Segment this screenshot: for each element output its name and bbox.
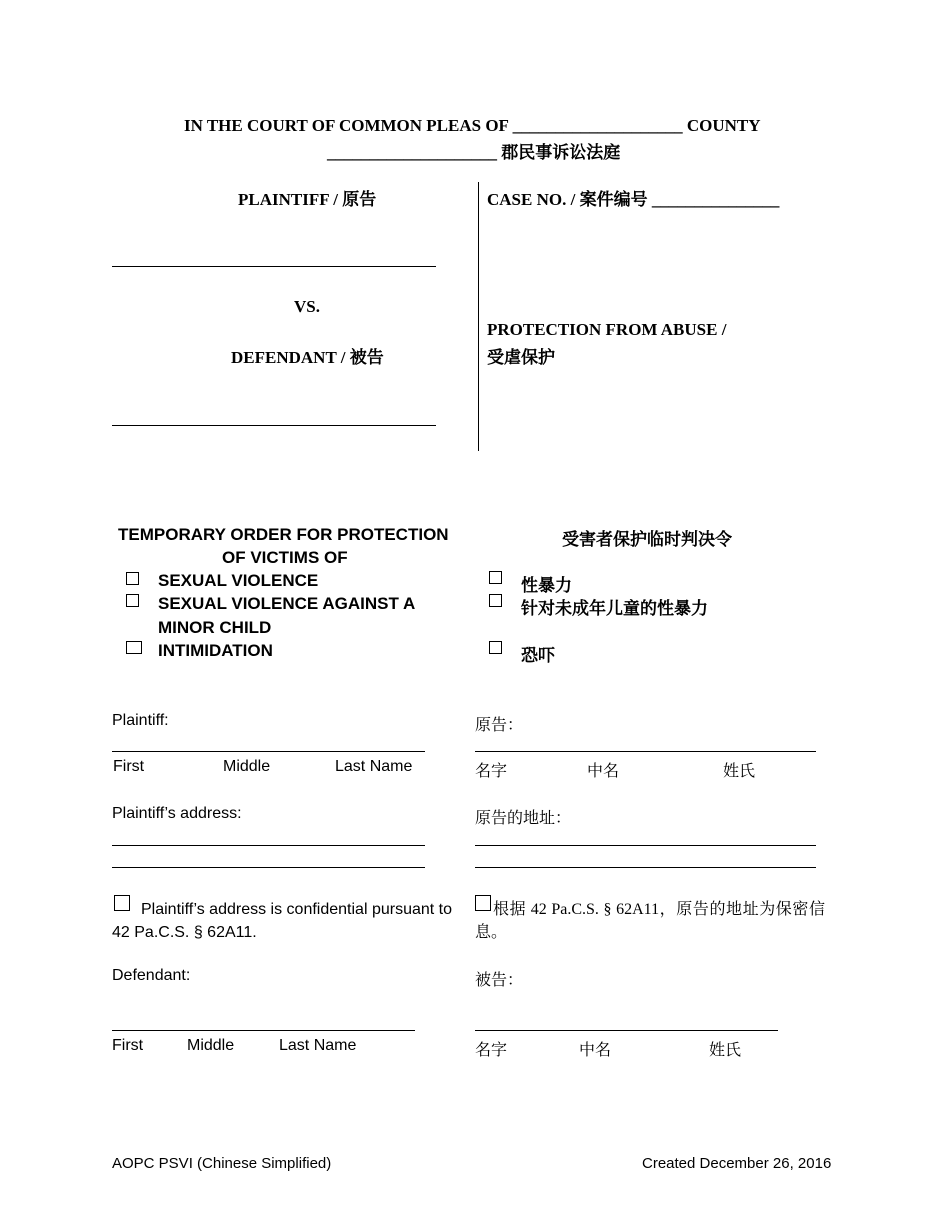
plaintiff-address-label-zh: 原告的地址：	[475, 810, 572, 827]
minor-child-zh-checkbox[interactable]	[489, 594, 502, 607]
defendant-name-field[interactable]	[112, 1030, 415, 1031]
plaintiff-label-zh: 原告：	[475, 717, 524, 734]
option-sexual-violence: SEXUAL VIOLENCE	[158, 571, 319, 590]
defendant-name-field-zh[interactable]	[475, 1030, 778, 1031]
defendant-first-caption: First	[112, 1037, 144, 1054]
footer-form-id: AOPC PSVI (Chinese Simplified)	[112, 1155, 332, 1172]
defendant-middle-caption-zh: 中名	[579, 1042, 612, 1059]
defendant-middle-caption: Middle	[187, 1037, 235, 1054]
plaintiff-address-label: Plaintiff’s address:	[112, 805, 242, 822]
order-title-zh: 受害者保护临时判决令	[562, 530, 732, 549]
order-title-en-line1: TEMPORARY ORDER FOR PROTECTION	[118, 525, 449, 544]
defendant-label-zh: 被告：	[475, 972, 524, 989]
plaintiff-name-field[interactable]	[112, 751, 425, 752]
option-intimidation: INTIMIDATION	[158, 641, 273, 660]
court-zh-line	[327, 138, 620, 163]
vs-label: VS.	[294, 297, 320, 316]
plaintiff-name-field-zh[interactable]	[475, 751, 816, 752]
defendant-first-caption-zh: 名字	[475, 1042, 508, 1059]
case-no-label: CASE NO. / 案件编号	[487, 190, 648, 209]
option-minor-child-zh: 针对未成年儿童的性暴力	[521, 599, 708, 618]
county-label: COUNTY	[686, 116, 761, 135]
plaintiff-name-line	[112, 266, 436, 267]
confidential-text: Plaintiff’s address is confidential pursuant to 42 Pa.C.S. § 62A11.	[112, 901, 452, 941]
defendant-label: Defendant:	[112, 967, 191, 984]
option-minor-child-line1: SEXUAL VIOLENCE AGAINST A	[158, 594, 416, 613]
pfa-line1: PROTECTION FROM ABUSE /	[487, 320, 727, 339]
case-number	[487, 185, 779, 210]
court-line	[184, 116, 760, 136]
intimidation-checkbox[interactable]	[126, 641, 142, 654]
plaintiff-address-field-2[interactable]	[112, 867, 425, 868]
court-zh-text: 郡民事诉讼法庭	[501, 143, 621, 162]
plaintiff-label: Plaintiff:	[112, 712, 169, 729]
plaintiff-caption-label: PLAINTIFF / 原告	[238, 190, 377, 209]
option-intimidation-zh: 恐吓	[521, 646, 555, 665]
intimidation-zh-checkbox[interactable]	[489, 641, 502, 654]
option-minor-child-line2: MINOR CHILD	[158, 618, 272, 637]
plaintiff-first-caption: First	[113, 758, 145, 775]
footer-created-date: Created December 26, 2016	[642, 1155, 832, 1172]
option-sexual-violence-zh: 性暴力	[521, 576, 572, 595]
plaintiff-last-caption: Last Name	[335, 758, 413, 775]
caption-divider	[478, 182, 479, 451]
defendant-last-caption: Last Name	[279, 1037, 357, 1054]
defendant-name-line	[112, 425, 436, 426]
sexual-violence-checkbox[interactable]	[126, 572, 139, 585]
plaintiff-address-field-zh-1[interactable]	[475, 845, 816, 846]
plaintiff-address-field-zh-2[interactable]	[475, 867, 816, 868]
sexual-violence-zh-checkbox[interactable]	[489, 571, 502, 584]
case-no-blank: _______________	[651, 190, 780, 209]
minor-child-checkbox[interactable]	[126, 594, 139, 607]
defendant-caption-label: DEFENDANT / 被告	[231, 348, 384, 367]
plaintiff-address-field-1[interactable]	[112, 845, 425, 846]
court-zh-blank: ____________________	[327, 143, 497, 162]
pfa-line2: 受虐保护	[487, 348, 555, 367]
court-line-text: IN THE COURT OF COMMON PLEAS OF	[184, 116, 509, 135]
plaintiff-last-caption-zh: 姓氏	[723, 763, 756, 780]
confidential-zh-text: 根据 42 Pa.C.S. § 62A11，原告的地址为保密信息。	[475, 901, 825, 941]
county-blank: ____________________	[512, 116, 683, 135]
plaintiff-first-caption-zh: 名字	[475, 763, 508, 780]
order-title-en-line2: OF VICTIMS OF	[222, 548, 348, 567]
plaintiff-middle-caption-zh: 中名	[587, 763, 620, 780]
plaintiff-middle-caption: Middle	[223, 758, 271, 775]
defendant-last-caption-zh: 姓氏	[709, 1042, 742, 1059]
